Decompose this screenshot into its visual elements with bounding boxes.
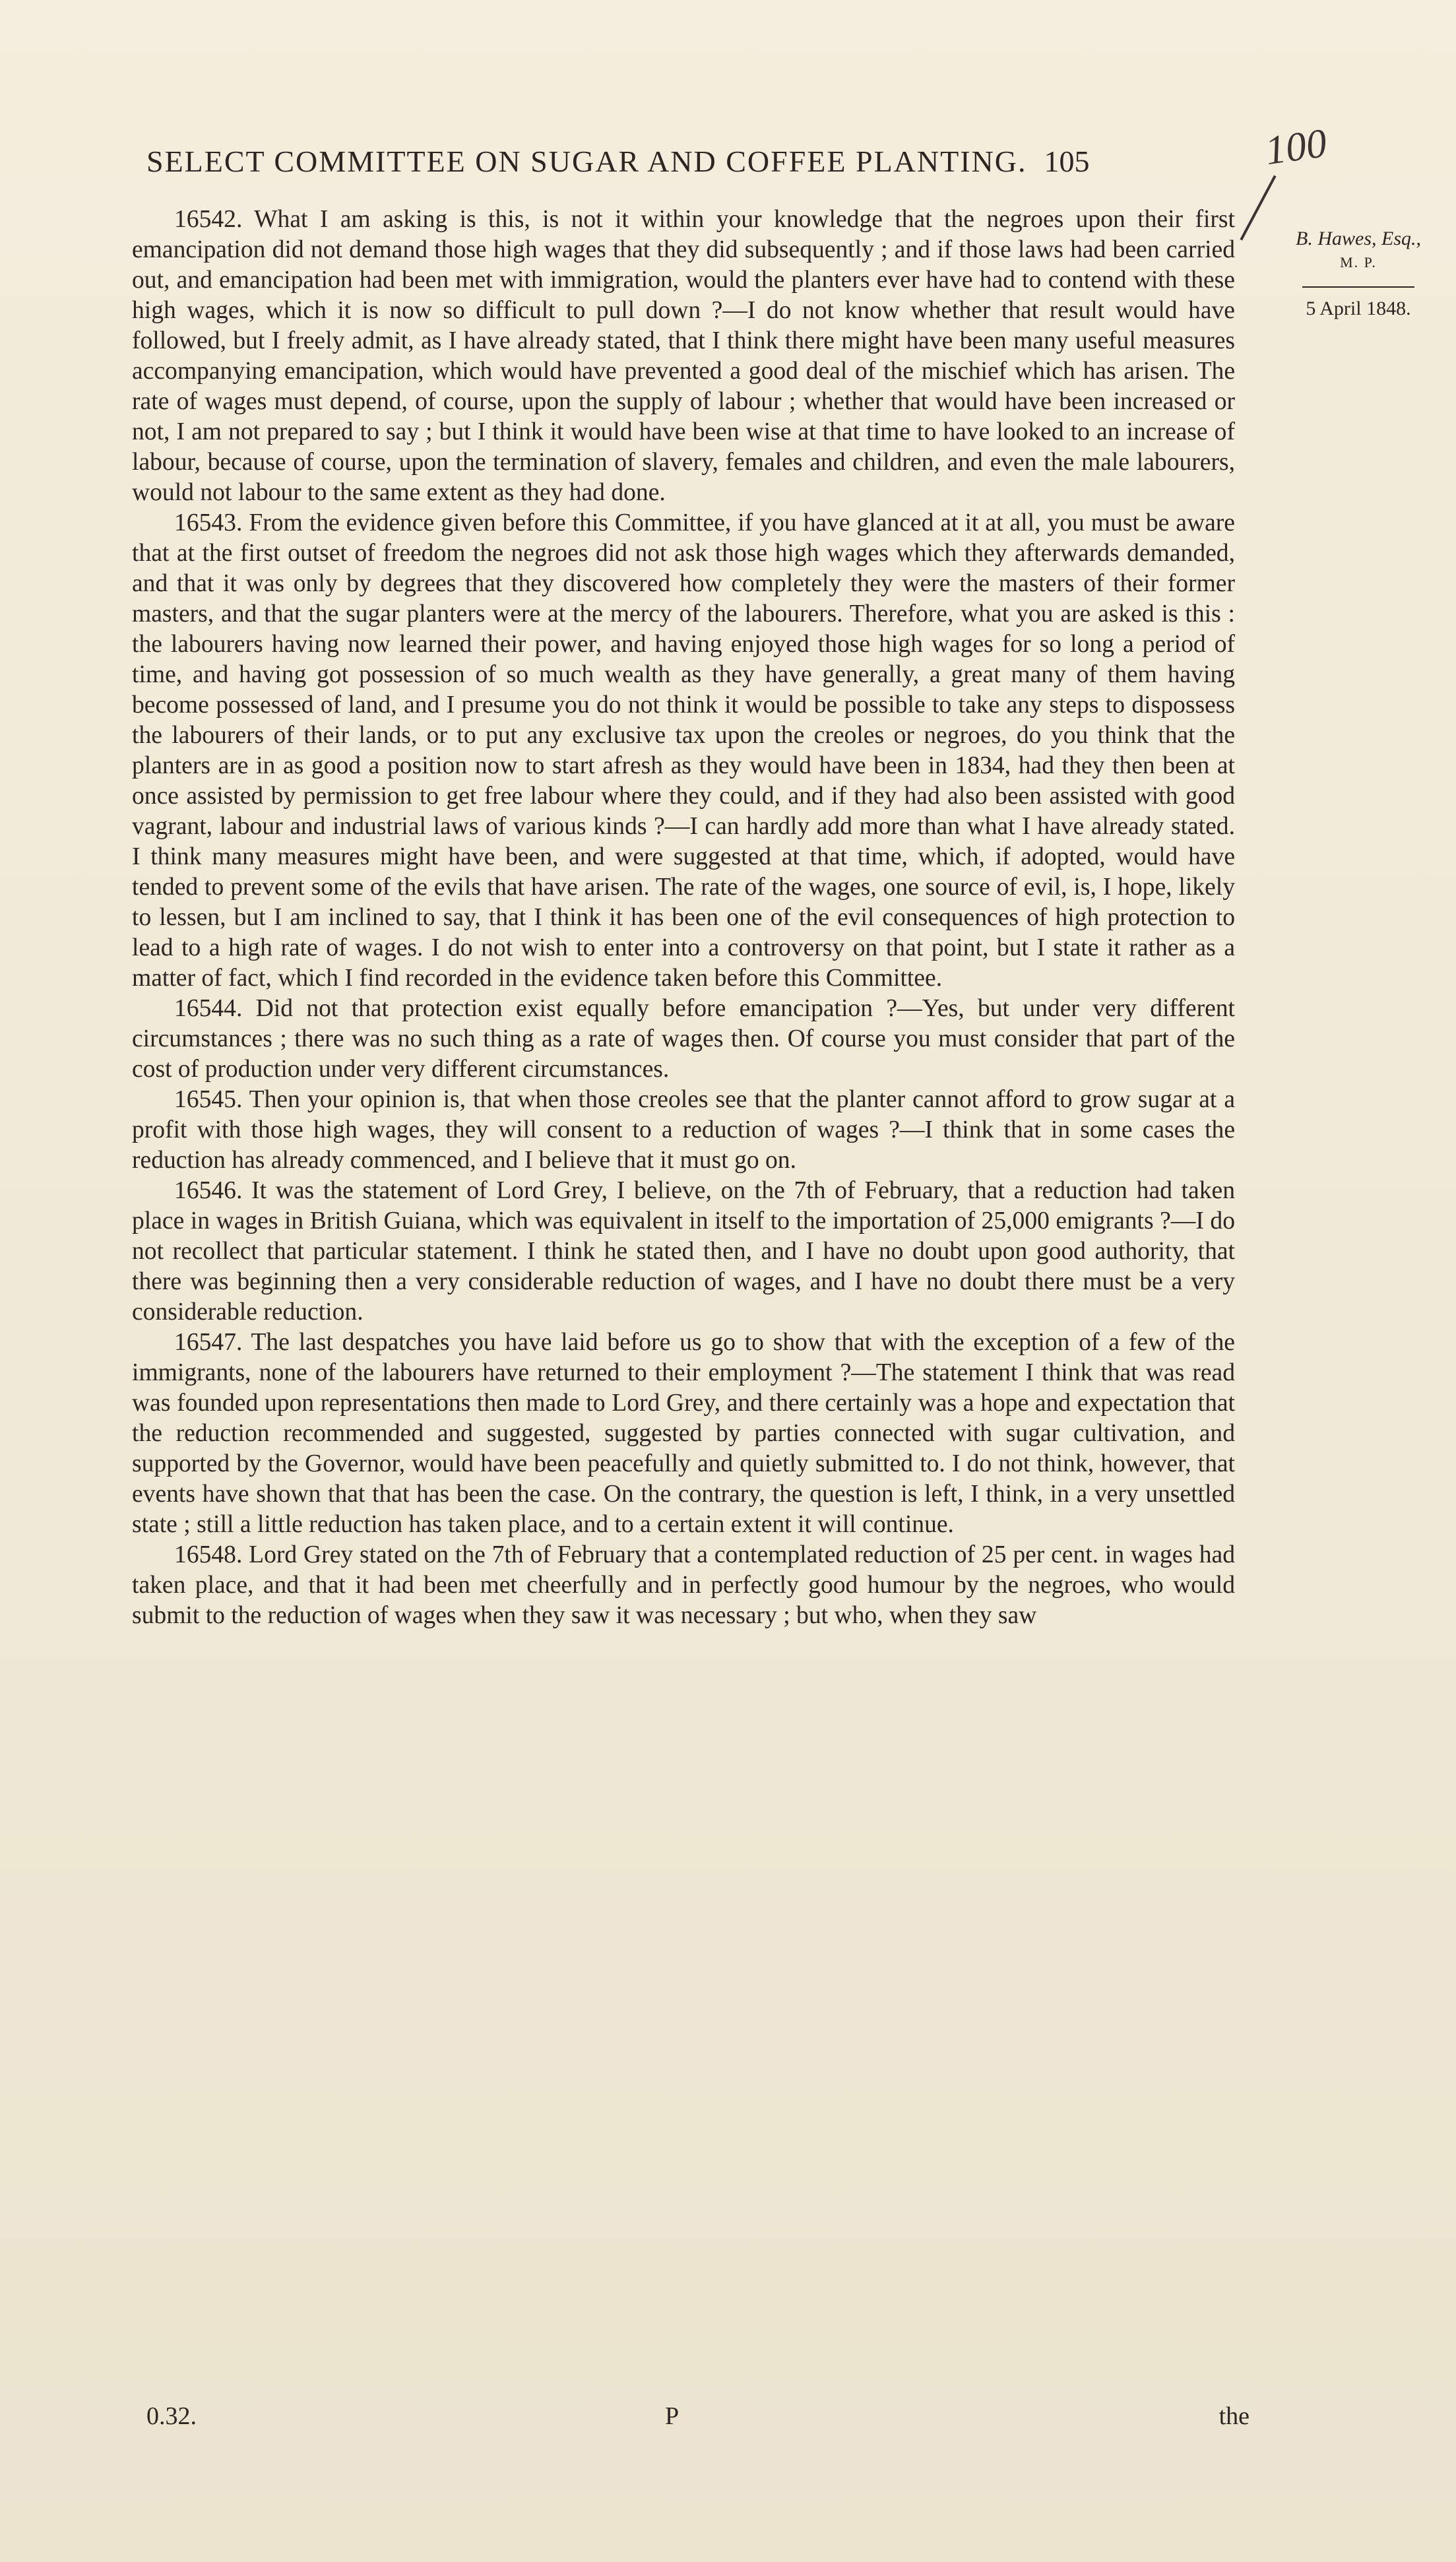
sheet-mark: P [665, 2402, 680, 2430]
question-16542: 16542. What I am asking is this, is not it within your knowledge that the negroes upon their first emancipation did not demand those high wages that they did subsequently ; and if those laws had been carried out, and emancipation had been met with immigration, would the planters ever have had to contend with these high wages, which it is now so difficult to pull down ?—I do not know whether that result would have followed, but I freely admit, as I have already stated, that I think there might have been many useful measures accompanying emancipation, which would have prevented a good deal of the mischief which has arisen. The rate of wages must depend, of course, upon the supply of labour ; whether that would have been increased or not, I am not prepared to say ; but I think it would have been wise at that time to have looked to an increase of labour, because of course, upon the termination of slavery, females and children, and even the male labourers, would not labour to the same extent as they had done. [132, 206, 1235, 506]
margin-note [1269, 227, 1447, 321]
question-16544: 16544. Did not that protection exist equally before emancipation ?—Yes, but under very different circumstances ; there was no such thing as a rate of wages then. Of course you must consider that part of the cost of production under very different circumstances. [132, 995, 1235, 1083]
page-number: 105 [1044, 144, 1090, 178]
question-16546: 16546. It was the statement of Lord Grey, I believe, on the 7th of February, that a reduction had taken place in wages in British Guiana, which was equivalent in itself to the importation of 25,000 emigrants ?—I do not recollect that particular statement. I think he stated then, and I have no doubt upon good authority, that there was beginning then a very considerable reduction of wages, and I have no doubt there must be a very considerable reduction. [132, 1177, 1235, 1326]
witness-title: M. P. [1340, 254, 1377, 271]
witness-name: B. Hawes, Esq., [1296, 228, 1421, 249]
question-16543: 16543. From the evidence given before this Committee, if you have glanced at it at all, you must be aware that at the first outset of freedom the negroes did not ask those high wages which they afterwards demanded, and that it was only by degrees that they discovered how completely they were the masters of their former masters, and that the sugar planters were at the mercy of the labourers. Therefore, what you are asked is this : the labourers having now learned their power, and having enjoyed those high wages for so long a period of time, and having got possession of so much wealth as they have generally, a great many of them having become possessed of land, and I presume you do not think it would be possible to take any steps to dispossess the labourers of their lands, or to put any exclusive tax upon the creoles or negroes, do you think that the planters are in as good a position now to start afresh as they would have been in 1834, had they then been at once assisted by permission to get free labour where they could, and if they had also been assisted with good vagrant, labour and industrial laws of various kinds ?—I can hardly add more than what I have already stated. I think many measures might have been, and were suggested at that time, which, if adopted, would have tended to prevent some of the evils that have arisen. The rate of the wages, one source of evil, is, I hope, likely to lessen, but I am inclined to say, that I think it has been one of the evil consequences of high protection to lead to a high rate of wages. I do not wish to enter into a controversy on that point, but I state it rather as a matter of fact, which I find recorded in the evidence taken before this Committee. [132, 509, 1235, 992]
running-header [146, 144, 1255, 179]
margin-date: 5 April 1848. [1306, 298, 1411, 319]
header-title: SELECT COMMITTEE ON SUGAR AND COFFEE PLANTING. [146, 144, 1027, 178]
handwritten-folio-number: 100 [1262, 120, 1330, 174]
question-16545: 16545. Then your opinion is, that when those creoles see that the planter cannot afford to grow sugar at a profit with those high wages, they will consent to a reduction of wages ?—I think that in some cases the reduction has already commenced, and I believe that it must go on. [132, 1086, 1235, 1174]
testimony-body [132, 205, 1235, 1631]
question-16547: 16547. The last despatches you have laid before us go to show that with the exception of a few of the immigrants, none of the labourers have returned to their employment ?—The statement I think that was read was founded upon representations then made to Lord Grey, and there certainly was a hope and expectation that the reduction recommended and suggested, suggested by parties connected with sugar cultivation, and supported by the Governor, would have been peacefully and quietly submitted to. I do not think, however, that events have shown that that has been the case. On the contrary, the question is left, I think, in a very unsettled state ; still a little reduction has taken place, and to a certain extent it will continue. [132, 1329, 1235, 1538]
question-16548: 16548. Lord Grey stated on the 7th of February that a contemplated reduction of 25 per cent. in wages had taken place, and that it had been met cheerfully and in perfectly good humour by the negroes, who would submit to the reduction of wages when they saw it was necessary ; but who, when they saw [132, 1541, 1235, 1629]
printer-signature: 0.32. [146, 2402, 197, 2430]
margin-witness [1269, 227, 1447, 274]
catchword: the [1219, 2402, 1250, 2430]
margin-rule [1302, 286, 1414, 288]
